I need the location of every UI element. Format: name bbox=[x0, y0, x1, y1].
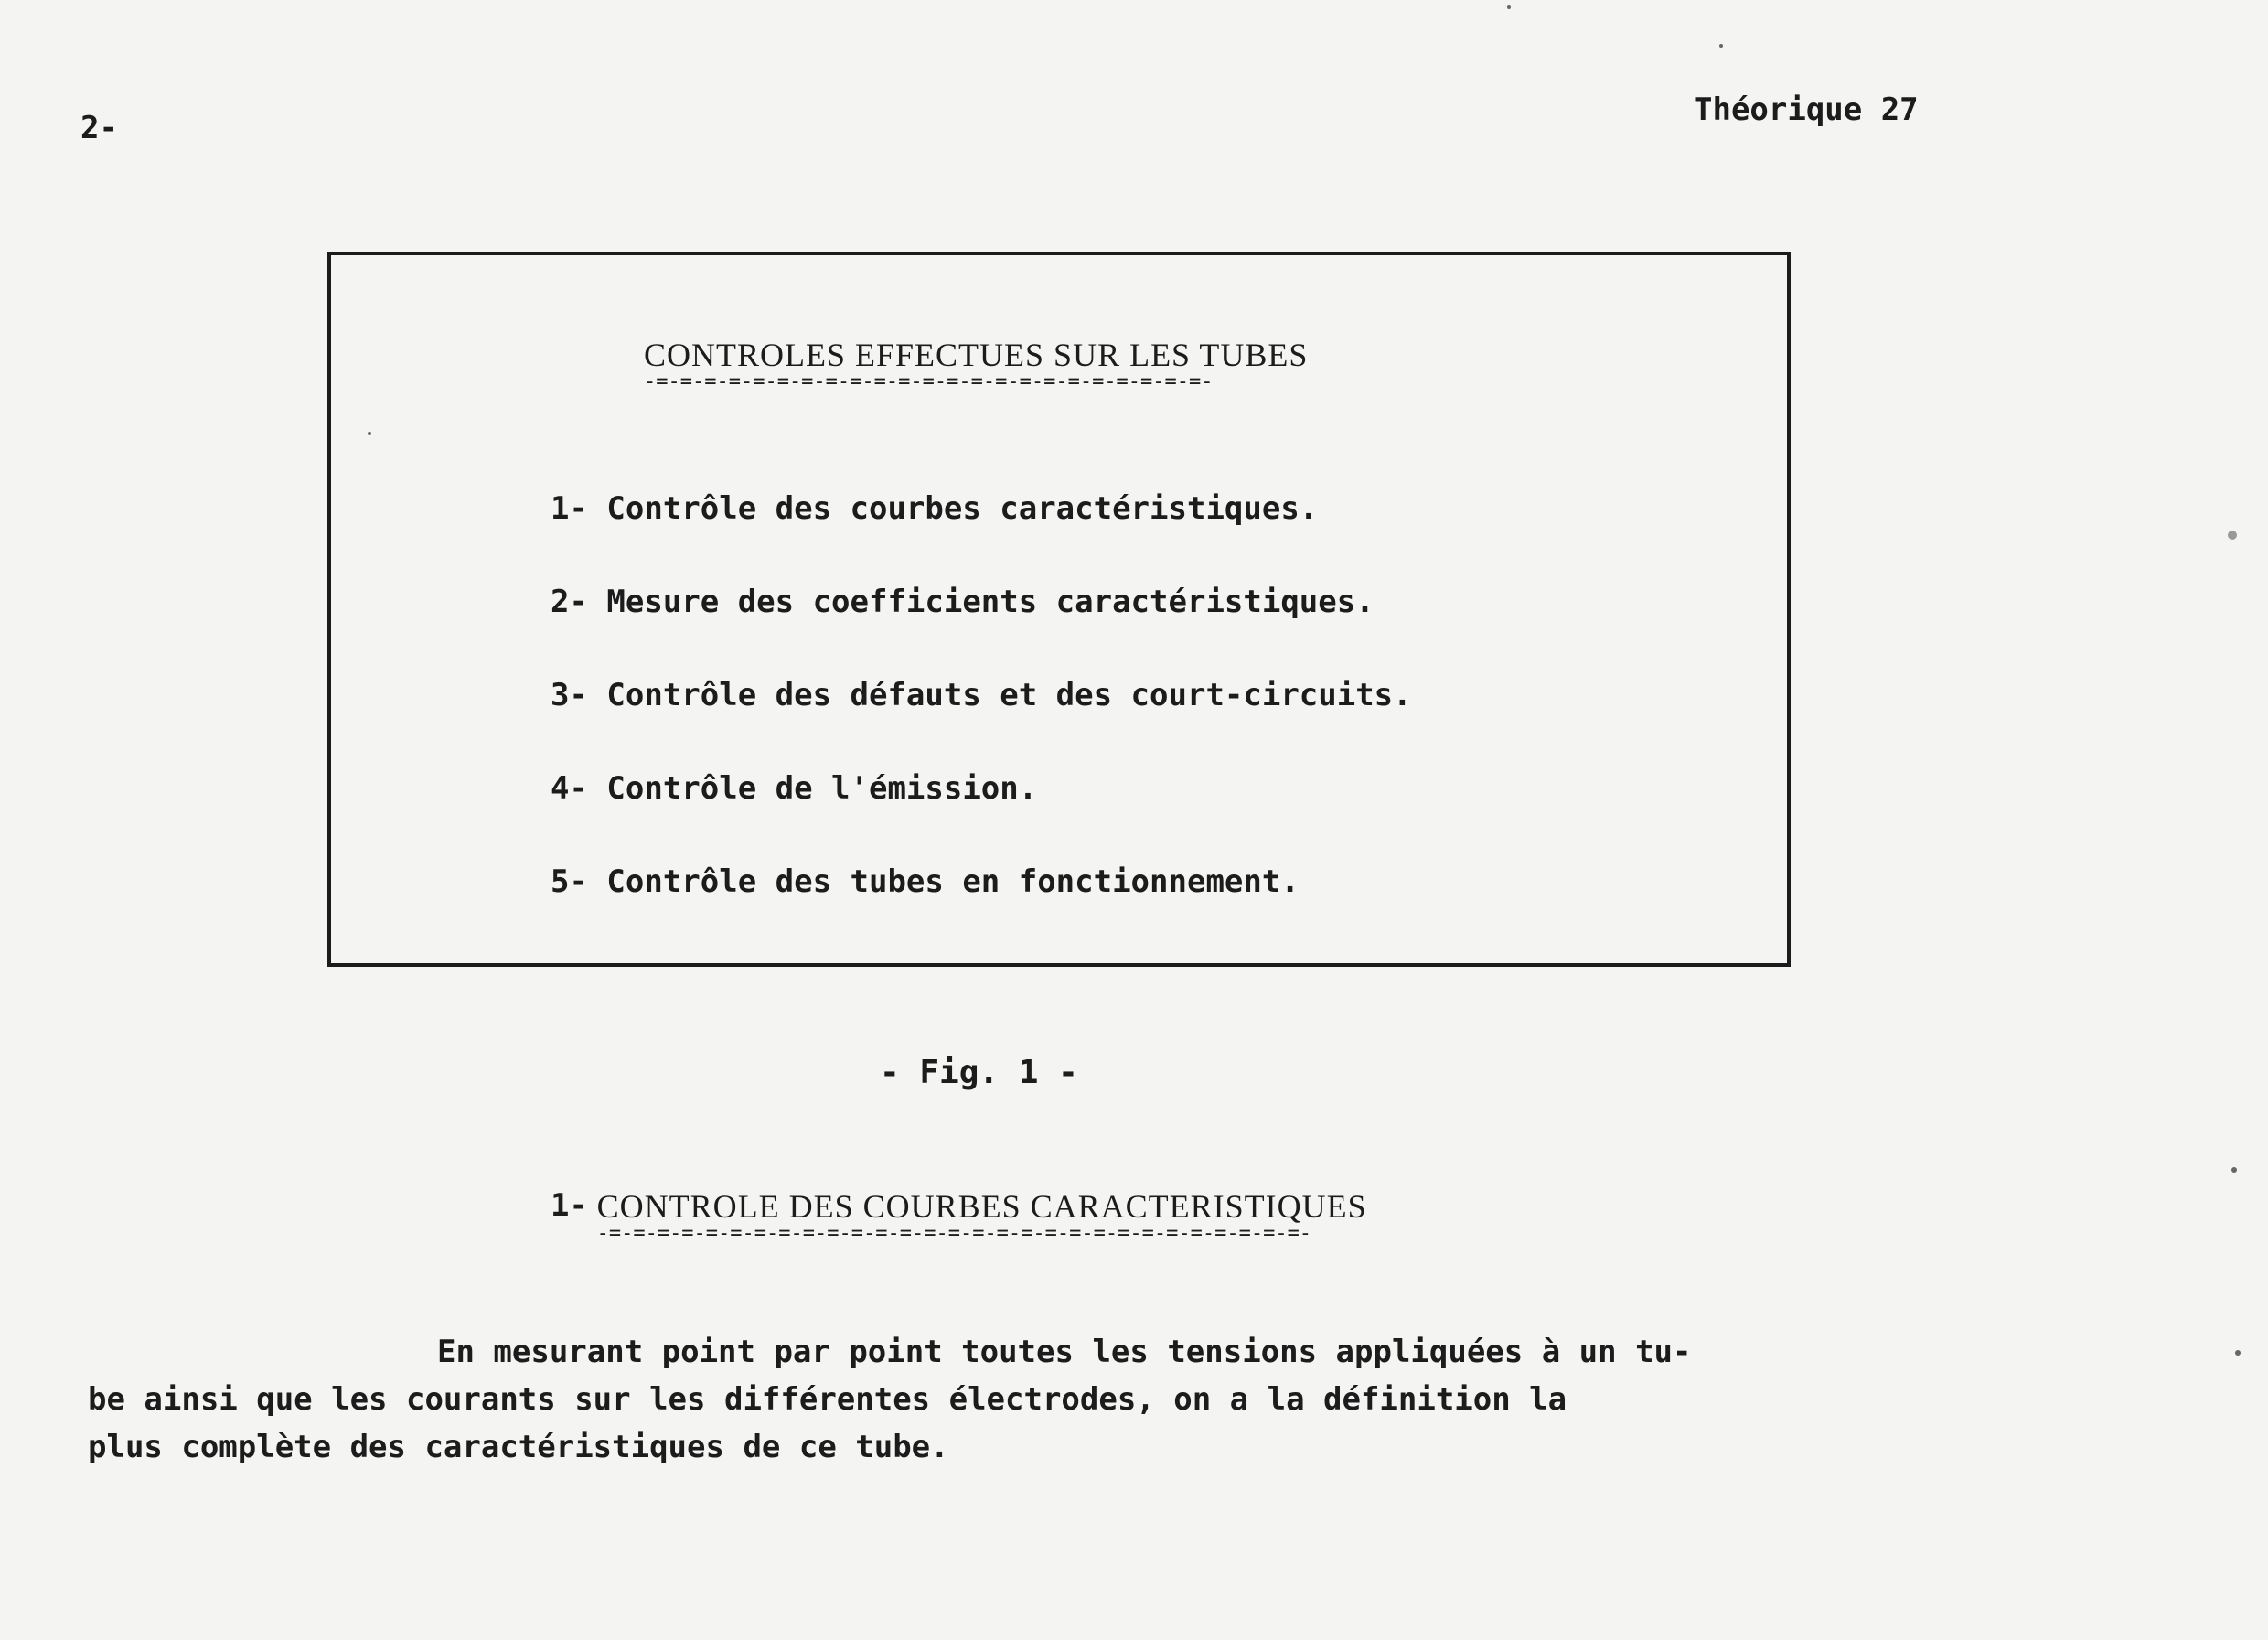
figure-list bbox=[551, 490, 1412, 959]
section-underline: -=-=-=-=-=-=-=-=-=-=-=-=-=-=-=-=-=-=-=-=-=-=-=-=-=-=-=-=-=- bbox=[596, 1224, 1312, 1244]
figure-title-text: CONTROLES EFFECTUES SUR LES TUBES bbox=[644, 337, 1309, 373]
page-number: 2- bbox=[80, 110, 118, 146]
scan-speck bbox=[368, 432, 371, 435]
scan-speck bbox=[2231, 1167, 2237, 1173]
scan-speck bbox=[1719, 44, 1723, 48]
section-title: CONTROLE DES COURBES CARACTERISTIQUES bbox=[596, 1188, 1367, 1225]
figure-box bbox=[327, 252, 1791, 967]
paragraph-line: plus complète des caractéristiques de ce tube. bbox=[88, 1429, 949, 1465]
list-item: 4- Contrôle de l'émission. bbox=[551, 770, 1038, 807]
section-title-block bbox=[597, 1187, 1367, 1244]
title-underline: -=-=-=-=-=-=-=-=-=-=-=-=-=-=-=-=-=-=-=-=-=-=-=- bbox=[644, 372, 1214, 392]
scan-speck bbox=[2235, 1350, 2241, 1356]
paragraph-line: En mesurant point par point toutes les tensions appliquées à un tu- bbox=[437, 1334, 1692, 1370]
header-section-label: Théorique 27 bbox=[1694, 91, 1919, 128]
list-item: 3- Contrôle des défauts et des court-circuits. bbox=[551, 677, 1412, 713]
list-item: 1- Contrôle des courbes caractéristiques. bbox=[551, 490, 1319, 527]
section-heading bbox=[551, 1187, 1367, 1244]
figure-caption: - Fig. 1 - bbox=[880, 1054, 1078, 1091]
paragraph-line: be ainsi que les courants sur les différentes électrodes, on a la définition la bbox=[88, 1381, 1567, 1418]
section-number: 1- bbox=[551, 1187, 588, 1224]
scan-speck bbox=[1507, 5, 1511, 9]
list-item: 5- Contrôle des tubes en fonctionnement. bbox=[551, 863, 1300, 900]
list-item: 2- Mesure des coefficients caractéristiques. bbox=[551, 584, 1375, 620]
figure-title bbox=[644, 336, 1308, 392]
scan-speck bbox=[2228, 531, 2237, 540]
body-paragraph bbox=[88, 1328, 2054, 1471]
